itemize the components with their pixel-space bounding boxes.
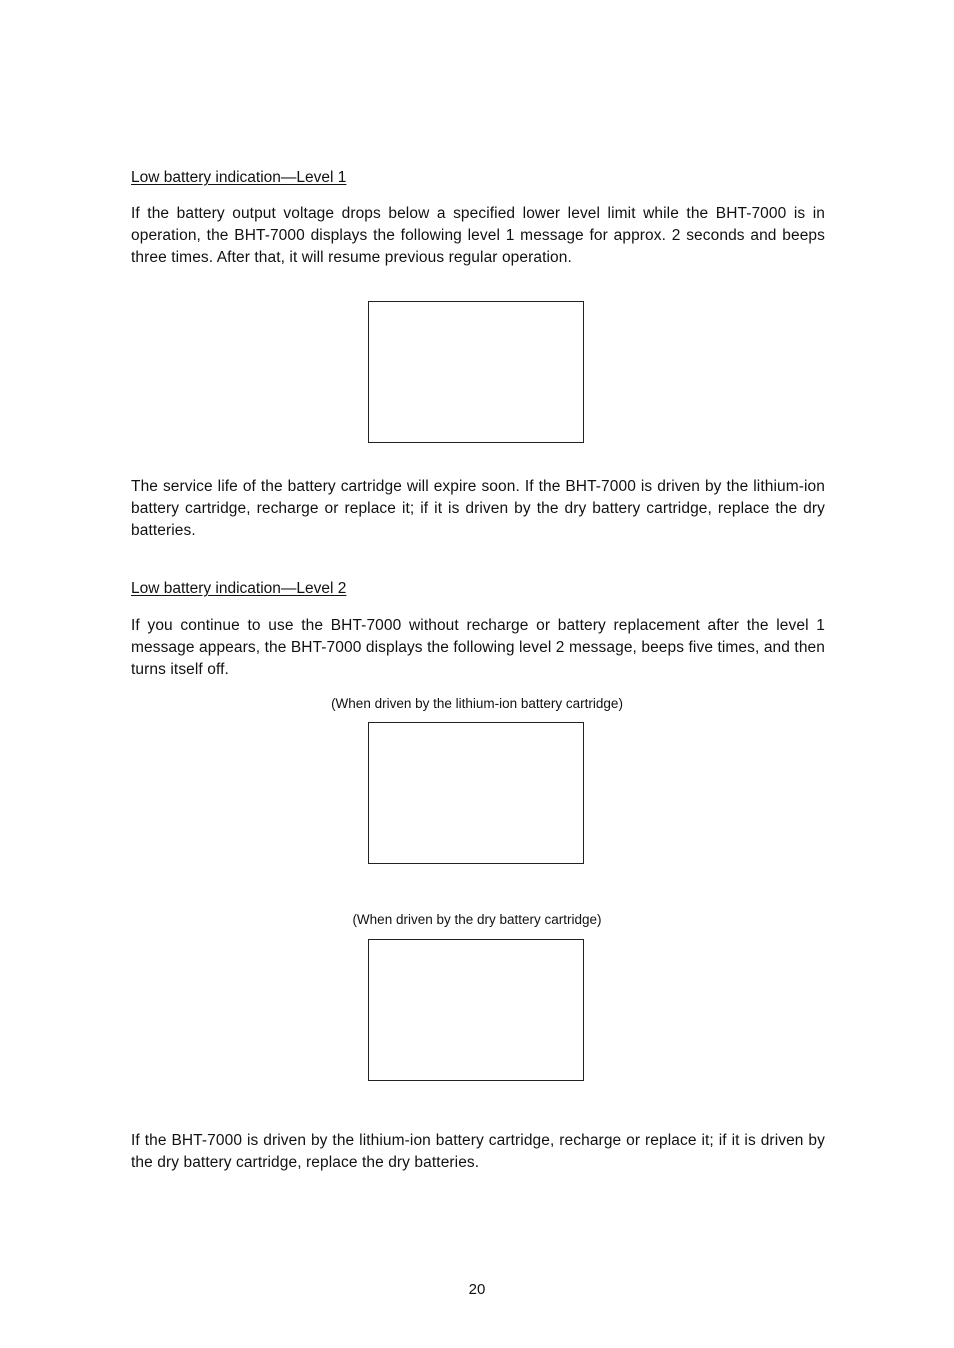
level2-note: If the BHT-7000 is driven by the lithium-ion battery cartridge, recharge or replace it; if it is driven by the dry battery cartridge, replace the dry batteries.	[131, 1132, 825, 1171]
level2-lithium-message-screen	[368, 722, 584, 864]
level1-message-screen	[368, 301, 584, 443]
level2-description: If you continue to use the BHT-7000 without recharge or battery replacement after the level 1 message appears, the BHT-7000 displays the following level 2 message, beeps five times, and then turns itself off.	[131, 617, 825, 678]
level2-heading: Low battery indication—Level 2	[131, 580, 347, 597]
dry-caption: (When driven by the dry battery cartridge)	[352, 912, 602, 927]
level1-heading: Low battery indication—Level 1	[131, 169, 347, 186]
lithium-caption: (When driven by the lithium-ion battery cartridge)	[331, 696, 623, 711]
level1-note: The service life of the battery cartridge will expire soon. If the BHT-7000 is driven by the lithium-ion battery cartridge, recharge or replace it; if it is driven by the dry battery cartridge, replace the dry batteries.	[131, 478, 825, 539]
page-number: 20	[468, 1281, 486, 1298]
level1-description: If the battery output voltage drops below a specified lower level limit while the BHT-7000 is in operation, the BHT-7000 displays the following level 1 message for approx. 2 seconds and beeps three times. After that, it will resume previous regular operation.	[131, 205, 825, 266]
level2-dry-message-screen	[368, 939, 584, 1081]
